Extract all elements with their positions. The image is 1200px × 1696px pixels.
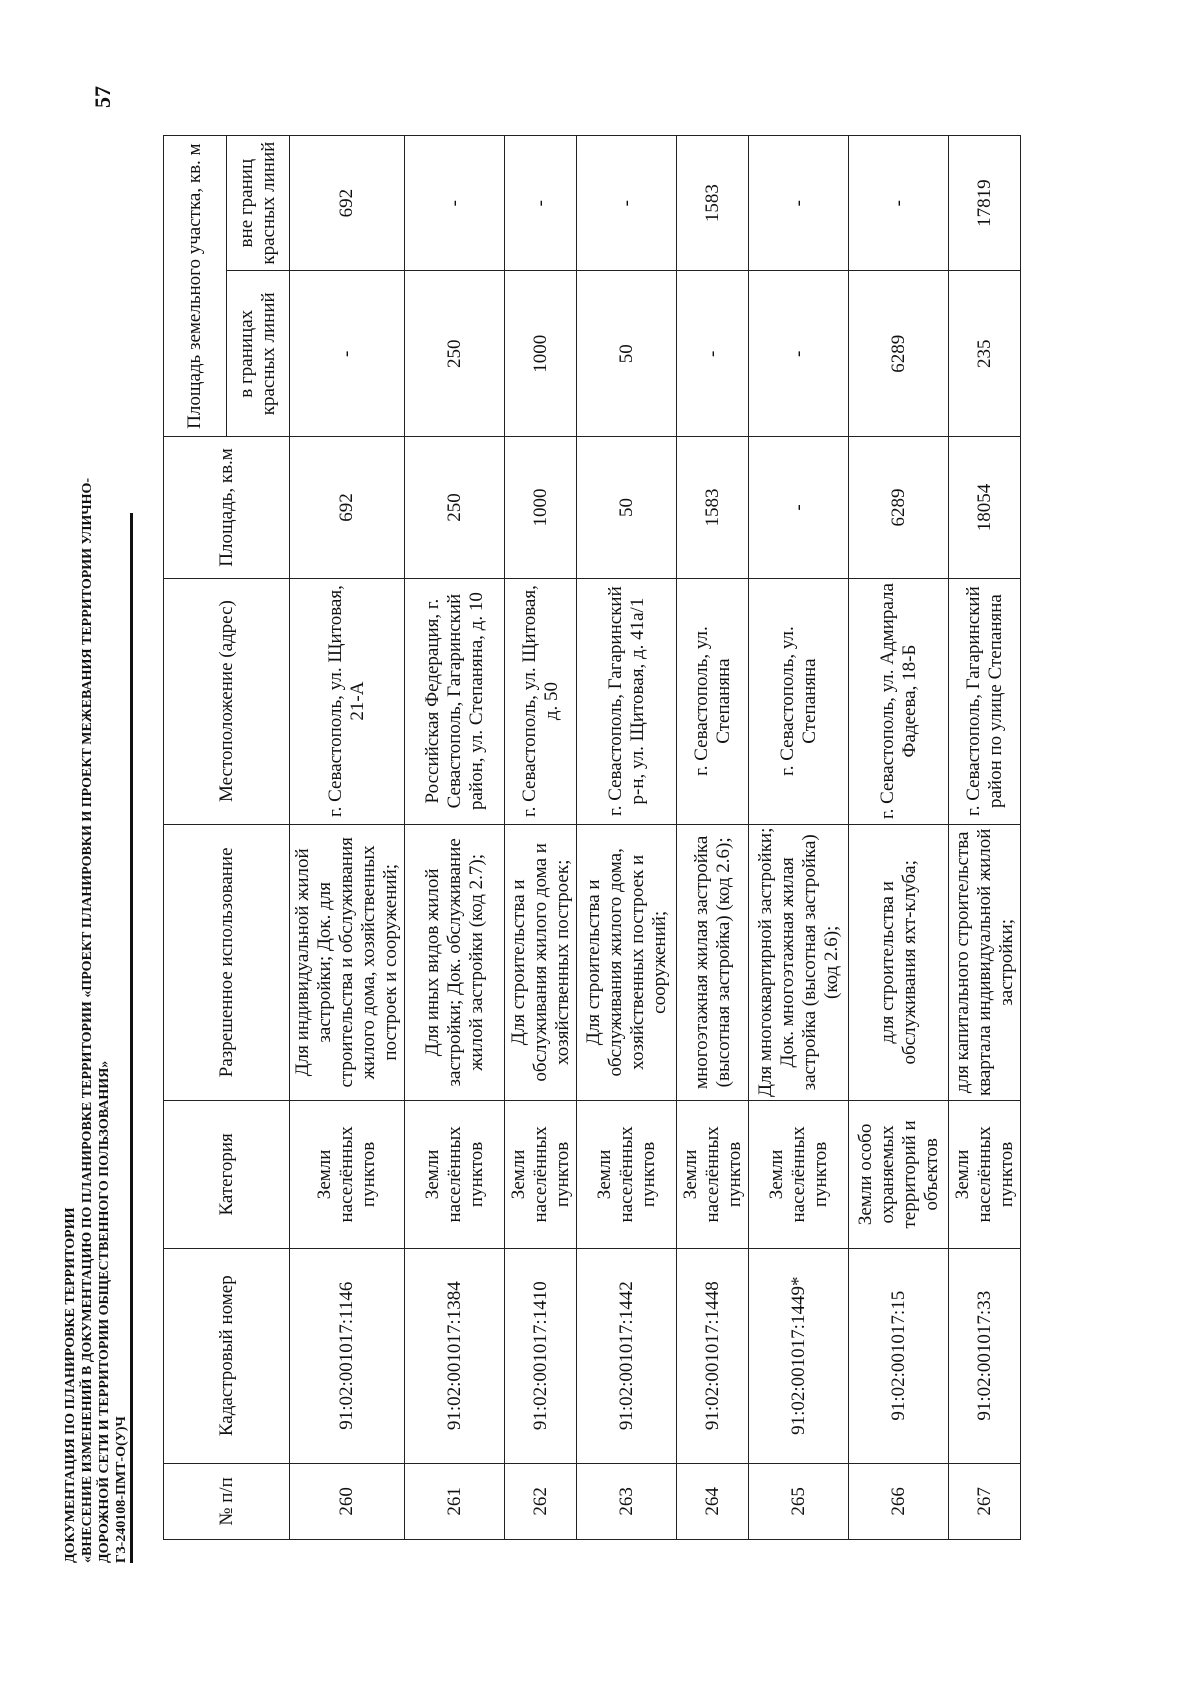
cell-num: 263 [577, 1463, 677, 1539]
table-row [749, 136, 849, 1540]
header-land-area-group: Площадь земельного участка, кв. м [164, 136, 227, 437]
cell-area: 1583 [677, 437, 749, 578]
cell-permitted-use: для капитального строительства квартала индивидуальной жилой застройки; [949, 824, 1021, 1101]
cell-outside: 692 [290, 136, 405, 271]
cell-category: Земли населённых пунктов [577, 1101, 677, 1249]
cell-category: Земли особо охраняемых территорий и объектов [849, 1101, 949, 1249]
cell-outside: - [505, 136, 577, 271]
cell-within: 1000 [505, 271, 577, 437]
header-cadastral: Кадастровый номер [164, 1248, 290, 1463]
cell-area: 6289 [849, 437, 949, 578]
cell-outside: - [405, 136, 505, 271]
document-header [62, 443, 130, 1563]
cell-area: 1000 [505, 437, 577, 578]
cell-cadastral: 91:02:001017:1384 [405, 1248, 505, 1463]
cell-cadastral: 91:02:001017:1448 [677, 1248, 749, 1463]
cell-within: - [677, 271, 749, 437]
table-row [290, 136, 405, 1540]
cell-category: Земли населённых пунктов [290, 1101, 405, 1249]
cell-within: 235 [949, 271, 1021, 437]
cell-permitted-use: Для строительства и обслуживания жилого дома, хозяйственных построек и сооружений; [577, 824, 677, 1101]
header-line: ДОРОЖНОЙ СЕТИ И ТЕРРИТОРИИ ОБЩЕСТВЕННОГО ПОЛЬЗОВАНИЯ» [97, 1060, 112, 1563]
cell-within: 250 [405, 271, 505, 437]
cell-location: г. Севастополь, ул. Адмирала Фадеева, 18-Б [849, 578, 949, 824]
cell-permitted-use: Для многоквартирной застройки; Док. многоэтажная жилая застройка (высотная застройка) (код 2.6); [749, 824, 849, 1101]
cell-num: 260 [290, 1463, 405, 1539]
cell-category: Земли населённых пунктов [405, 1101, 505, 1249]
cell-within: 50 [577, 271, 677, 437]
cell-num: 261 [405, 1463, 505, 1539]
cell-category: Земли населённых пунктов [677, 1101, 749, 1249]
cell-outside: - [749, 136, 849, 271]
cell-location: г. Севастополь, ул. Щитовая, д. 50 [505, 578, 577, 824]
cell-location: г. Севастополь, Гагаринский район по улице Степаняна [949, 578, 1021, 824]
cell-within: 6289 [849, 271, 949, 437]
header-outside-red-lines: вне границ красных линий [227, 136, 290, 271]
cell-category: Земли населённых пунктов [505, 1101, 577, 1249]
cell-num: 266 [849, 1463, 949, 1539]
cell-cadastral: 91:02:001017:33 [949, 1248, 1021, 1463]
cell-within: - [749, 271, 849, 437]
cell-area: 692 [290, 437, 405, 578]
cell-outside: 17819 [949, 136, 1021, 271]
cell-location: г. Севастополь, ул. Степаняна [677, 578, 749, 824]
cell-outside: - [849, 136, 949, 271]
cell-location: Российская Федерация, г. Севастополь, Гагаринский район, ул. Степаняна, д. 10 [405, 578, 505, 824]
table-row [677, 136, 749, 1540]
header-num: № п/п [164, 1463, 290, 1539]
header-location: Местоположение (адрес) [164, 578, 290, 824]
cell-permitted-use: для строительства и обслуживания яхт-клуба; [849, 824, 949, 1101]
table-row [405, 136, 505, 1540]
header-area: Площадь, кв.м [164, 437, 290, 578]
cell-cadastral: 91:02:001017:1146 [290, 1248, 405, 1463]
header-line: «ВНЕСЕНИЕ ИЗМЕНЕНИЙ В ДОКУМЕНТАЦИЮ ПО ПЛАНИРОВКЕ ТЕРРИТОРИИ «ПРОЕКТ ПЛАНИРОВКИ И ПРОЕКТ МЕЖЕВАНИЯ ТЕРРИТОРИИ УЛИЧНО- [80, 477, 95, 1563]
cell-num: 265 [749, 1463, 849, 1539]
table-row [949, 136, 1021, 1540]
header-within-red-lines: в границах красных линий [227, 271, 290, 437]
cell-num: 264 [677, 1463, 749, 1539]
header-line: ДОКУМЕНТАЦИЯ ПО ПЛАНИРОВКЕ ТЕРРИТОРИИ [63, 1207, 78, 1563]
cell-cadastral: 91:02:001017:15 [849, 1248, 949, 1463]
cell-category: Земли населённых пунктов [749, 1101, 849, 1249]
cell-cadastral: 91:02:001017:1410 [505, 1248, 577, 1463]
cell-cadastral: 91:02:001017:1449* [749, 1248, 849, 1463]
header-divider [130, 513, 133, 1563]
header-category: Категория [164, 1101, 290, 1249]
table-row [849, 136, 949, 1540]
cell-area: 18054 [949, 437, 1021, 578]
cell-permitted-use: Для индивидуальной жилой застройки; Док. для строительства и обслуживания жилого дома, хозяйственных построек и сооружений; [290, 824, 405, 1101]
cell-outside: - [577, 136, 677, 271]
table-row [577, 136, 677, 1540]
header-line: ГЗ-240108-ПМТ-О(У)Ч [114, 1416, 129, 1563]
cell-area: 250 [405, 437, 505, 578]
cell-location: г. Севастополь, Гагаринский р-н, ул. Щитовая, д. 41а/1 [577, 578, 677, 824]
cell-outside: 1583 [677, 136, 749, 271]
table-row [505, 136, 577, 1540]
cell-cadastral: 91:02:001017:1442 [577, 1248, 677, 1463]
cell-within: - [290, 271, 405, 437]
cell-permitted-use: Для иных видов жилой застройки; Док. обслуживание жилой застройки (код 2.7); [405, 824, 505, 1101]
cell-permitted-use: многоэтажная жилая застройка (высотная застройка) (код 2.6); [677, 824, 749, 1101]
cell-area: 50 [577, 437, 677, 578]
header-permitted-use: Разрешенное использование [164, 824, 290, 1101]
cell-num: 262 [505, 1463, 577, 1539]
cell-area: - [749, 437, 849, 578]
cell-location: г. Севастополь, ул. Щитовая, 21-А [290, 578, 405, 824]
page-number: 57 [90, 86, 115, 108]
cell-permitted-use: Для строительства и обслуживания жилого дома и хозяйственных построек; [505, 824, 577, 1101]
cell-num: 267 [949, 1463, 1021, 1539]
land-plots-table [163, 135, 1021, 1540]
cell-category: Земли населённых пунктов [949, 1101, 1021, 1249]
cell-location: г. Севастополь, ул. Степаняна [749, 578, 849, 824]
